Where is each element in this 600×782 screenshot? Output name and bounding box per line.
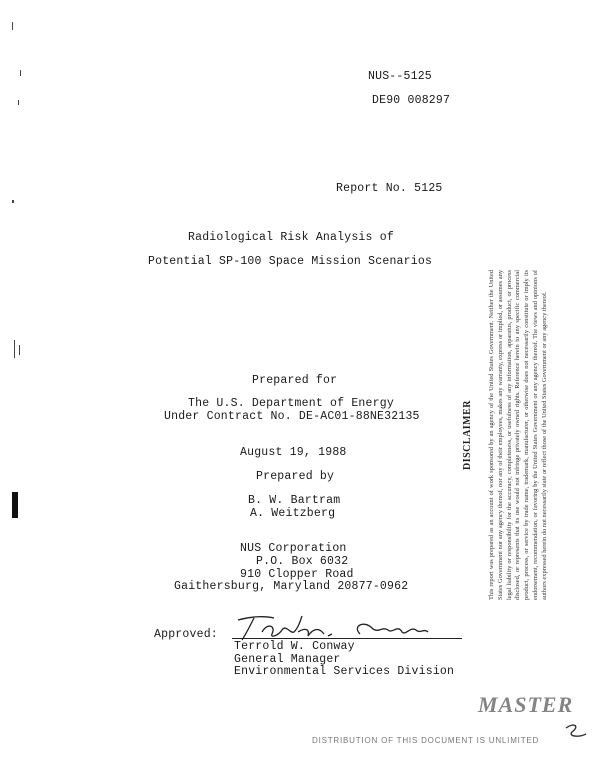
scan-mark — [19, 345, 20, 355]
org-street: 910 Clopper Road — [240, 568, 354, 581]
report-date: August 19, 1988 — [240, 446, 347, 459]
handwritten-mark — [562, 722, 590, 742]
prepared-for-label: Prepared for — [252, 374, 338, 387]
title-line-1: Radiological Risk Analysis of — [188, 231, 394, 244]
org-name: NUS Corporation — [240, 542, 347, 555]
scan-mark — [14, 340, 15, 358]
report-number: Report No. 5125 — [336, 182, 443, 195]
org-city: Gaithersburg, Maryland 20877-0962 — [174, 580, 409, 593]
scan-mark — [12, 22, 13, 30]
disclaimer-text: This report was prepared as an account of work sponsored by an agency of the United States Government. Neither the United States Government nor any agency thereof, nor any of their employees, makes any warranty, express or implied, or assumes any legal liability or responsibility for the accuracy, completeness, or usefulness of any information, apparatus, product, or process disclosed, or represents that its use would not infringe privately owned rights. Reference herein to any specific commercial product, process, or service by trade name, trademark, manufacturer, or otherwise does not necessarily constitute or imply its endorsement, recommendation, or favoring by the United States Government or any agency thereof. The views and opinions of authors expressed herein do not necessarily state or reflect those of the United States Government or any agency thereof. — [488, 270, 548, 600]
distribution-stamp: DISTRIBUTION OF THIS DOCUMENT IS UNLIMITED — [312, 736, 540, 745]
doc-id-de: DE90 008297 — [372, 94, 451, 107]
master-stamp: MASTER — [478, 692, 574, 717]
title-line-2: Potential SP-100 Space Mission Scenarios — [148, 255, 433, 268]
approver-title: General Manager — [234, 653, 341, 666]
author-2: A. Weitzberg — [250, 507, 336, 520]
prepared-for-line-1: The U.S. Department of Energy — [188, 397, 394, 410]
signature-line — [232, 638, 462, 639]
scan-mark — [12, 200, 14, 203]
approver-division: Environmental Services Division — [234, 665, 455, 678]
org-box: P.O. Box 6032 — [256, 555, 349, 568]
prepared-for-line-2: Under Contract No. DE-AC01-88NE32135 — [164, 410, 420, 423]
binder-mark — [12, 492, 18, 518]
disclaimer-heading: DISCLAIMER — [462, 399, 473, 470]
scan-mark — [18, 100, 19, 105]
doc-id-nus: NUS--5125 — [368, 70, 432, 83]
prepared-by-label: Prepared by — [256, 470, 335, 483]
author-1: B. W. Bartram — [248, 494, 341, 507]
scan-mark — [20, 70, 21, 76]
approver-name: Terrold W. Conway — [234, 640, 355, 653]
approved-label: Approved: — [154, 628, 218, 641]
